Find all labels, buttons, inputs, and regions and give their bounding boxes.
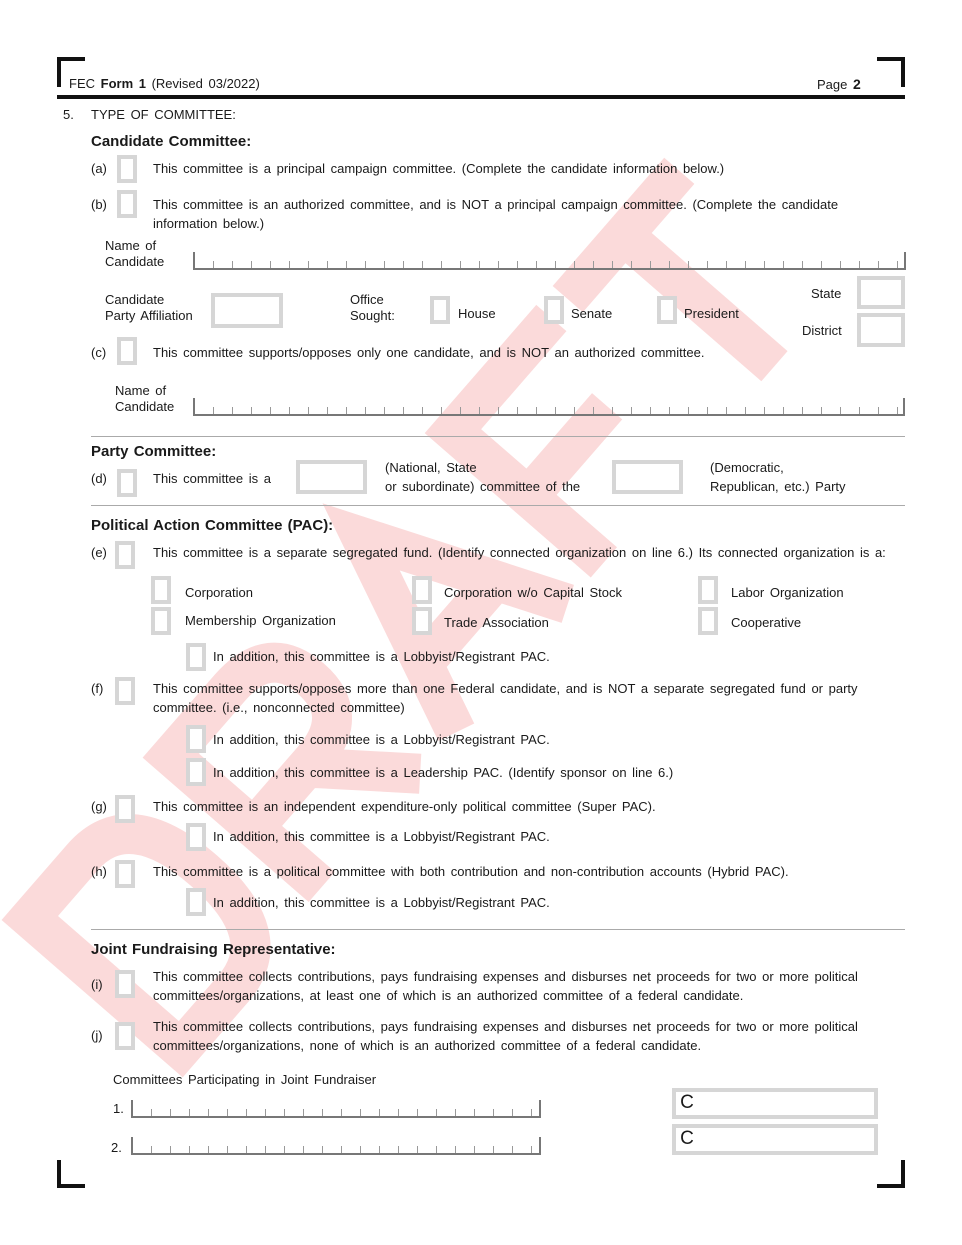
checkbox-i[interactable] xyxy=(115,970,135,998)
form-title xyxy=(69,76,260,92)
joint-heading: Joint Fundraising Representative: xyxy=(91,941,336,958)
checkbox-e[interactable] xyxy=(115,541,135,569)
party-level-hint: or subordinate) committee of the xyxy=(385,479,581,494)
party-level-hint: (National, State xyxy=(385,460,477,475)
party-name-field[interactable] xyxy=(612,460,683,494)
divider xyxy=(91,929,905,930)
participant-number: 1. xyxy=(113,1101,124,1116)
checkbox-president[interactable] xyxy=(657,296,677,324)
candidate-name-label: Name of xyxy=(105,238,157,253)
option-j-label: (j) xyxy=(91,1028,103,1043)
candidate-heading: Candidate Committee: xyxy=(91,133,252,150)
option-g-text: This committee is an independent expenditure-only political committee (Super PAC). xyxy=(153,799,656,814)
page-indicator xyxy=(817,76,861,93)
lobbyist-text: In addition, this committee is a Lobbyist/Registrant PAC. xyxy=(213,649,550,664)
divider xyxy=(91,505,905,506)
checkbox-f[interactable] xyxy=(115,677,135,705)
checkbox-j[interactable] xyxy=(115,1022,135,1050)
option-i-text: This committee collects contributions, pays fundraising expenses and disburses net proceeds for two or more political xyxy=(153,969,858,984)
leadership-text: In addition, this committee is a Leadership PAC. (Identify sponsor on line 6.) xyxy=(213,765,674,780)
checkbox-membership-organization[interactable] xyxy=(151,607,171,635)
divider xyxy=(91,436,905,437)
checkbox-c[interactable] xyxy=(117,337,137,365)
corner-mark xyxy=(57,57,85,61)
committee-id-prefix: C xyxy=(676,1092,698,1114)
header-rule xyxy=(57,95,905,99)
checkbox-trade-association[interactable] xyxy=(412,607,432,635)
option-j-text: This committee collects contributions, pays fundraising expenses and disburses net proceeds for two or more political xyxy=(153,1019,858,1034)
option-a-label: (a) xyxy=(91,161,107,176)
checkbox-senate[interactable] xyxy=(544,296,564,324)
corner-mark xyxy=(901,1160,905,1188)
org-labor-label: Labor Organization xyxy=(731,585,844,600)
option-f-text: committee. (i.e., nonconnected committee) xyxy=(153,700,405,715)
party-affiliation-field[interactable] xyxy=(211,293,283,328)
party-name-hint: (Democratic, xyxy=(710,460,784,475)
lobbyist-text: In addition, this committee is a Lobbyist/Registrant PAC. xyxy=(213,829,550,844)
option-a-text: This committee is a principal campaign committee. (Complete the candidate information below.) xyxy=(153,161,725,176)
corner-mark xyxy=(57,1160,61,1188)
party-affiliation-label: Party Affiliation xyxy=(105,308,193,323)
form-prefix: FEC xyxy=(69,76,95,91)
form-name: Form 1 xyxy=(100,76,146,91)
corner-mark xyxy=(57,57,61,87)
option-h-text: This committee is a political committee with both contribution and non-contribution accounts (Hybrid PAC). xyxy=(153,864,789,879)
corner-mark xyxy=(901,57,905,87)
org-trade-label: Trade Association xyxy=(444,615,549,630)
option-b-text: information below.) xyxy=(153,216,265,231)
option-f-label: (f) xyxy=(91,681,104,696)
checkbox-d[interactable] xyxy=(117,469,137,497)
candidate-name-label: Candidate xyxy=(105,254,165,269)
office-sought-label: Office xyxy=(350,292,384,307)
option-d-label: (d) xyxy=(91,471,107,486)
org-corporation-no-stock-label: Corporation w/o Capital Stock xyxy=(444,585,622,600)
party-name-hint: Republican, etc.) Party xyxy=(710,479,846,494)
state-field[interactable] xyxy=(857,276,905,309)
checkbox-h[interactable] xyxy=(115,860,135,888)
checkbox-f-lobbyist[interactable] xyxy=(186,725,206,753)
office-sought-label: Sought: xyxy=(350,308,395,323)
lobbyist-text: In addition, this committee is a Lobbyist/Registrant PAC. xyxy=(213,895,550,910)
option-h-label: (h) xyxy=(91,864,107,879)
corner-mark xyxy=(57,1184,85,1188)
candidate-name-label: Candidate xyxy=(115,399,175,414)
participant-number: 2. xyxy=(111,1140,122,1155)
lobbyist-text: In addition, this committee is a Lobbyist/Registrant PAC. xyxy=(213,732,550,747)
option-g-label: (g) xyxy=(91,799,107,814)
checkbox-g-lobbyist[interactable] xyxy=(186,823,206,851)
party-affiliation-label: Candidate xyxy=(105,292,165,307)
party-level-field[interactable] xyxy=(296,460,367,494)
option-i-label: (i) xyxy=(91,977,103,992)
org-cooperative-label: Cooperative xyxy=(731,615,802,630)
page-label: Page xyxy=(817,77,848,92)
candidate-name-label: Name of xyxy=(115,383,167,398)
section-number: 5. xyxy=(63,107,74,122)
option-b-label: (b) xyxy=(91,197,107,212)
page-number: 2 xyxy=(853,76,861,92)
participant-name-field-2[interactable] xyxy=(131,1137,541,1155)
participant-id-field-1[interactable] xyxy=(672,1088,878,1119)
option-e-text: This committee is a separate segregated fund. (Identify connected organization on line 6.) Its connected organization is a: xyxy=(153,545,886,560)
checkbox-f-leadership[interactable] xyxy=(186,758,206,786)
option-d-text: This committee is a xyxy=(153,471,271,486)
checkbox-corporation[interactable] xyxy=(151,576,171,604)
district-field[interactable] xyxy=(857,313,905,347)
checkbox-labor-organization[interactable] xyxy=(698,576,718,604)
checkbox-b[interactable] xyxy=(117,190,137,218)
participant-name-field-1[interactable] xyxy=(131,1100,541,1118)
candidate-name-field-b[interactable] xyxy=(193,252,906,270)
option-c-label: (c) xyxy=(91,345,107,360)
org-corporation-label: Corporation xyxy=(185,585,253,600)
checkbox-h-lobbyist[interactable] xyxy=(186,888,206,916)
office-president-label: President xyxy=(684,306,739,321)
option-f-text: This committee supports/opposes more than one Federal candidate, and is NOT a separate segregated fund or party xyxy=(153,681,858,696)
revised-date: (Revised 03/2022) xyxy=(151,76,260,91)
participant-id-field-2[interactable] xyxy=(672,1124,878,1155)
checkbox-cooperative[interactable] xyxy=(698,607,718,635)
section-title: TYPE OF COMMITTEE: xyxy=(91,107,236,122)
checkbox-g[interactable] xyxy=(115,795,135,823)
participants-label: Committees Participating in Joint Fundraiser xyxy=(113,1072,377,1087)
office-senate-label: Senate xyxy=(571,306,613,321)
checkbox-e-lobbyist[interactable] xyxy=(186,643,206,671)
committee-id-prefix: C xyxy=(676,1128,698,1150)
party-heading: Party Committee: xyxy=(91,443,217,460)
option-e-label: (e) xyxy=(91,545,107,560)
option-i-text: committees/organizations, at least one of which is an authorized committee of a federal candidate. xyxy=(153,988,744,1003)
option-j-text: committees/organizations, none of which is an authorized committee of a federal candidate. xyxy=(153,1038,702,1053)
office-house-label: House xyxy=(458,306,496,321)
checkbox-house[interactable] xyxy=(430,296,450,324)
option-b-text: This committee is an authorized committee, and is NOT a principal campaign committee. (Complete the candidate xyxy=(153,197,839,212)
pac-heading: Political Action Committee (PAC): xyxy=(91,517,334,534)
org-membership-label: Membership Organization xyxy=(185,613,336,628)
district-label: District xyxy=(802,323,842,338)
option-c-text: This committee supports/opposes only one candidate, and is NOT an authorized committee. xyxy=(153,345,705,360)
state-label: State xyxy=(811,286,842,301)
checkbox-a[interactable] xyxy=(117,155,137,183)
candidate-name-field-c[interactable] xyxy=(193,398,905,416)
checkbox-corporation-no-stock[interactable] xyxy=(412,576,432,604)
